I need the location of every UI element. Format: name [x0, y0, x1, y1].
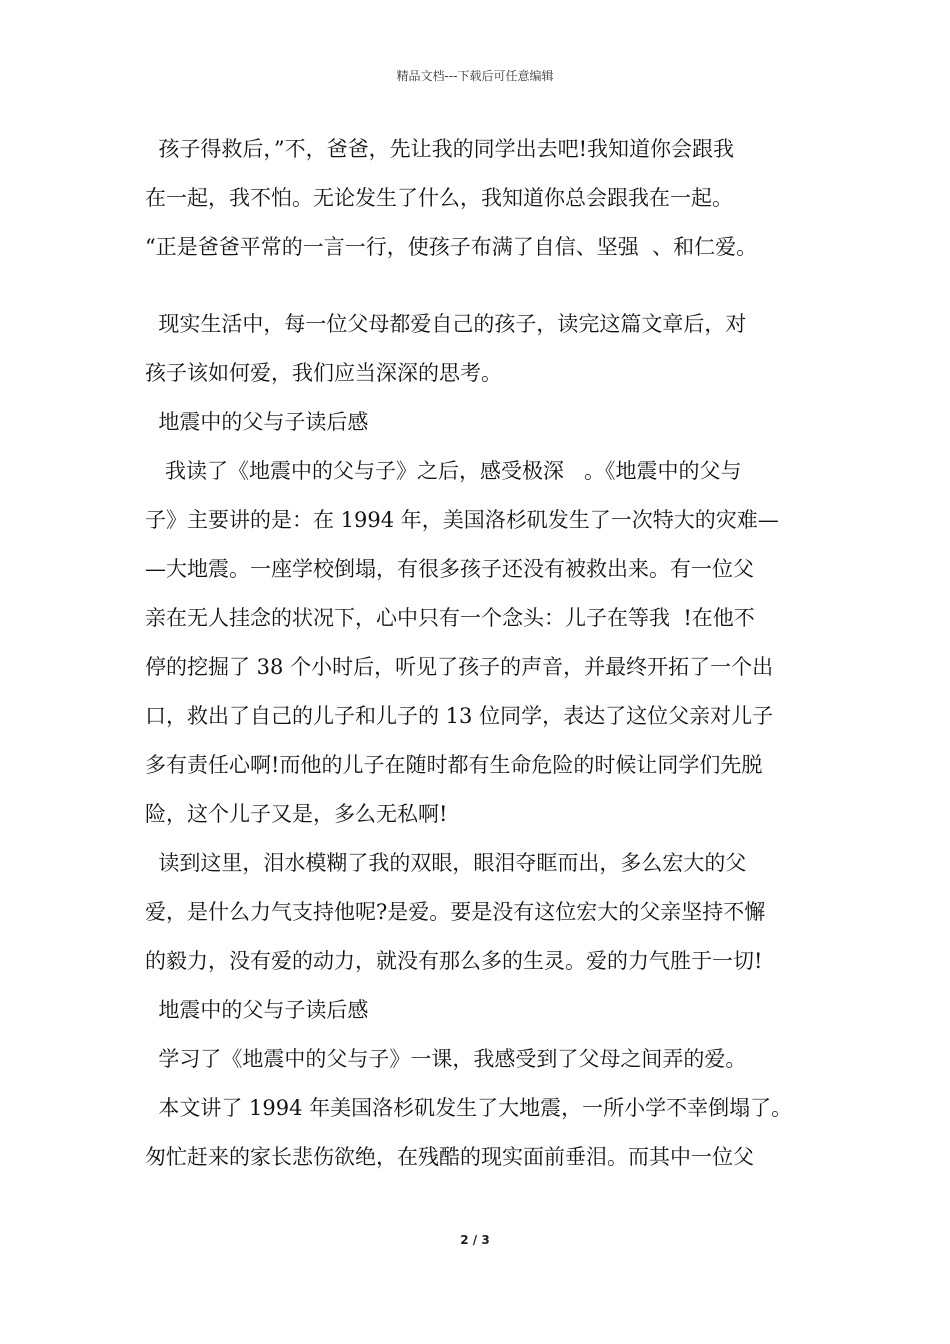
section-heading: 地震中的父与子读后感: [145, 410, 369, 434]
paragraph-line: 亲在无人挂念的状况下，心中只有一个念头：儿子在等我 !在他不: [145, 606, 755, 630]
paragraph-line: 学习了《地震中的父与子》一课，我感受到了父母之间弄的爱。: [145, 1047, 747, 1071]
paragraph-line: 现实生活中，每一位父母都爱自己的孩子，读完这篇文章后，对: [145, 312, 747, 336]
paragraph-line: 子》主要讲的是：在 1994 年，美国洛杉矶发生了一次特大的灾难—: [145, 508, 779, 532]
paragraph-line: “正是爸爸平常的一言一行，使孩子布满了自信、坚强 、和仁爱。: [145, 235, 758, 259]
page-header: 精品文档---下载后可任意编辑: [396, 69, 554, 83]
paragraph-line: 孩子得救后，”不，爸爸，先让我的同学出去吧!我知道你会跟我: [145, 137, 735, 161]
paragraph-gap: [145, 272, 810, 300]
paragraph-line: 匆忙赶来的家长悲伤欲绝，在残酷的现实面前垂泪。而其中一位父: [145, 1145, 754, 1169]
paragraph-line: 在一起，我不怕。无论发生了什么，我知道你总会跟我在一起。: [145, 186, 733, 210]
paragraph-line: —大地震。一座学校倒塌，有很多孩子还没有被救出来。有一位父: [145, 557, 754, 581]
paragraph-line: 我读了《地震中的父与子》之后，感受极深 。《地震中的父与: [145, 459, 742, 483]
paragraph-line: 多有责任心啊!而他的儿子在随时都有生命危险的时候让同学们先脱: [145, 753, 763, 777]
paragraph-line: 爱，是什么力气支持他呢?是爱。要是没有这位宏大的父亲坚持不懈: [145, 900, 766, 924]
paragraph-line: 读到这里，泪水模糊了我的双眼，眼泪夺眶而出，多么宏大的父: [145, 851, 747, 875]
paragraph-line: 口，救出了自己的儿子和儿子的 13 位同学，表达了这位父亲对儿子: [145, 704, 774, 728]
paragraph-line: 险，这个儿子又是，多么无私啊!: [145, 802, 448, 826]
page-number: 2 / 3: [460, 1233, 490, 1247]
paragraph-line: 的毅力，没有爱的动力，就没有那么多的生灵。爱的力气胜于一切!: [145, 949, 763, 973]
document-body: [145, 125, 810, 1182]
paragraph-line: 本文讲了 1994 年美国洛杉矶发生了大地震，一所小学不幸倒塌了。: [145, 1096, 793, 1120]
section-heading: 地震中的父与子读后感: [145, 998, 369, 1022]
paragraph-line: 停的挖掘了 38 个小时后，听见了孩子的声音，并最终开拓了一个出: [145, 655, 774, 679]
paragraph-line: 孩子该如何爱，我们应当深深的思考。: [145, 361, 502, 385]
